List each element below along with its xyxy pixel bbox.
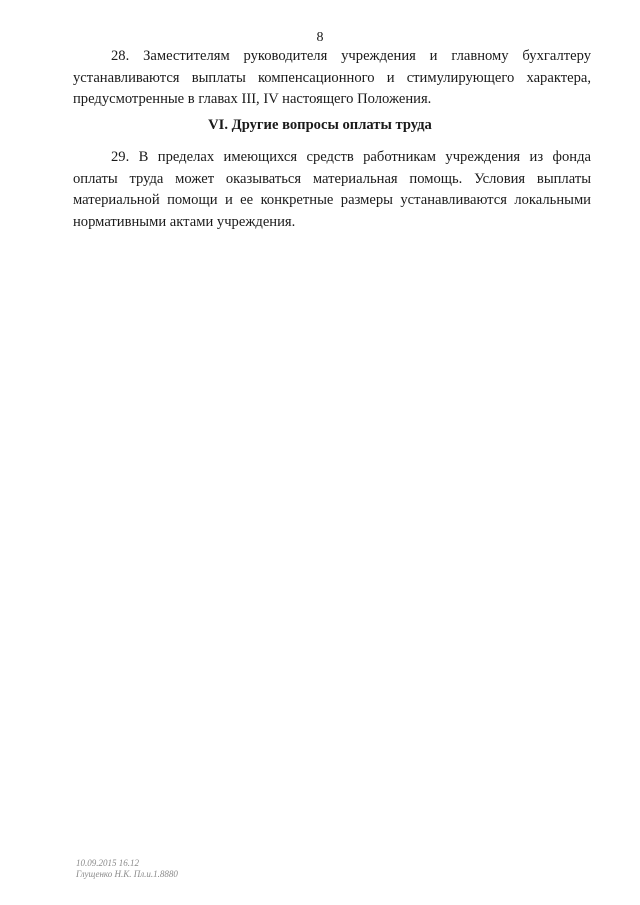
section-heading: VI. Другие вопросы оплаты труда [208, 117, 432, 133]
footer-file-id: Глущенко Н.К. Пл.и.1.8880 [76, 869, 178, 879]
footer-stamp [76, 858, 178, 880]
paragraph-28: 28. Заместителям руководителя учреждения и главному бухгалтеру устанавливаются выплаты компенсационного и стимулирующего характера, предусмотренные в главах III, IV настоящего Положения. [73, 48, 591, 107]
page-number: 8 [316, 30, 324, 45]
footer-timestamp: 10.09.2015 16.12 [76, 858, 139, 868]
paragraph-29: 29. В пределах имеющихся средств работникам учреждения из фонда оплаты труда может оказываться материальная помощь. Условия выплаты материальной помощи и ее конкретные размеры устанавливаются локальными нормативными актами учреждения. [73, 149, 591, 230]
